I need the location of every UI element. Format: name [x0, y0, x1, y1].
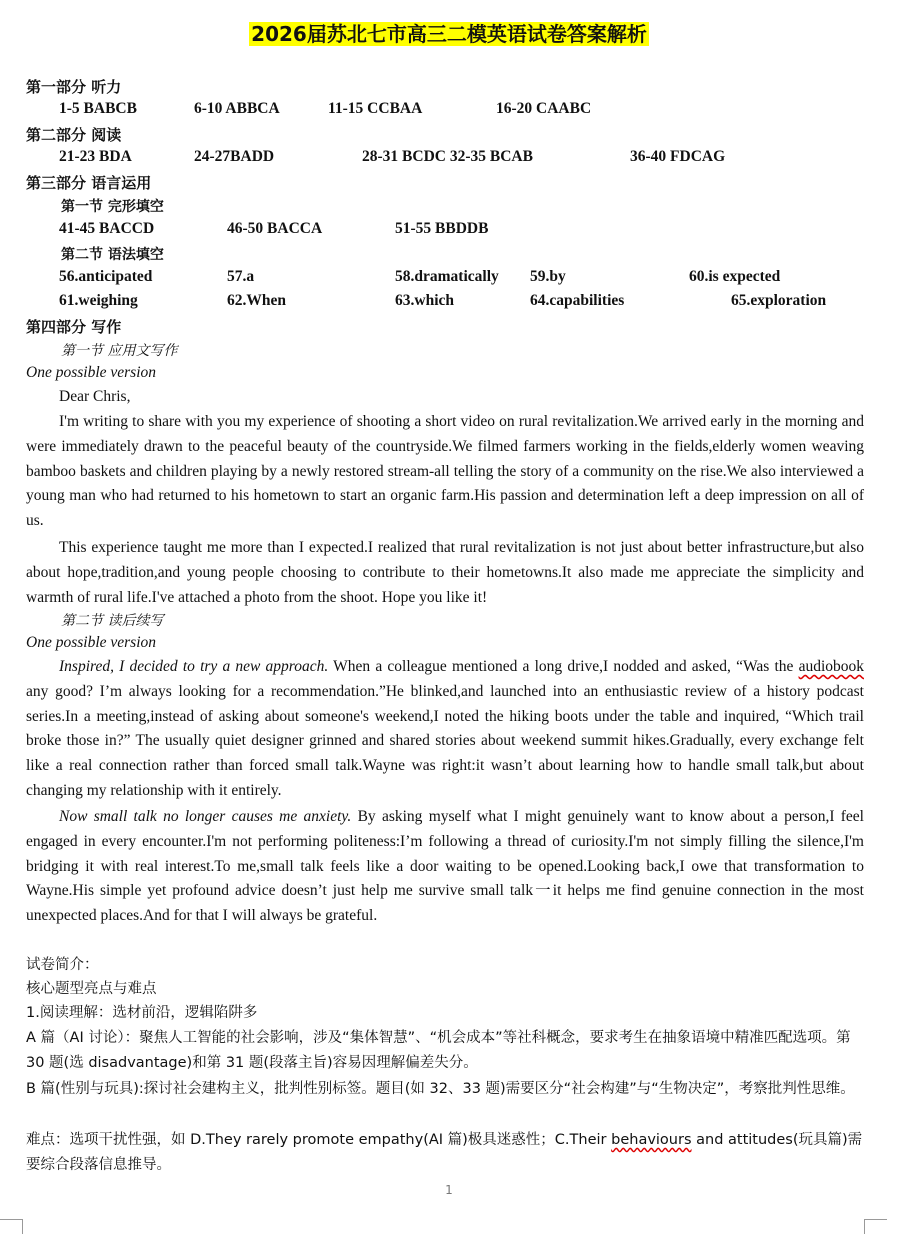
page-corner-mark-right [864, 1219, 887, 1234]
part2-answer-1: 21-23 BDA [59, 148, 132, 165]
cloze-answer-2: 46-50 BACCA [227, 220, 323, 237]
part2-answer-4: 36-40 FDCAG [630, 148, 726, 165]
grammar-answer-56: 56.anticipated [59, 268, 153, 285]
part3-section2-heading: 第二节 语法填空 [61, 247, 164, 263]
part2-answer-3: 28-31 BCDC 32-35 BCAB [362, 148, 533, 165]
part2-heading: 第二部分 阅读 [26, 126, 122, 144]
page-number: 1 [445, 1183, 453, 1197]
spellcheck-word: audiobook [798, 658, 864, 675]
grammar-answer-58: 58.dramatically [395, 268, 499, 285]
grammar-answer-61: 61.weighing [59, 292, 138, 309]
part1-answer-4: 16-20 CAABC [496, 100, 592, 117]
grammar-answer-59: 59.by [530, 268, 566, 285]
part4-section1-heading: 第一节 应用文写作 [61, 343, 178, 359]
letter-paragraph-1: I'm writing to share with you my experience of shooting a short video on rural revitalization.We arrived early in the morning and were immediately drawn to the peaceful beauty of the countryside.We filmed farmers working in the fields,elderly women weaving bamboo baskets and children playing by a newly restored stream-all telling the story of a community on the rise.We also interviewed a young man who had returned to his hometown to start an organic farm.His passion and determination left a deep impression on all of us. [26, 413, 864, 530]
continuation-paragraph-2 [26, 805, 864, 929]
cloze-answer-3: 51-55 BBDDB [395, 220, 489, 237]
paragraph-1-text-b: any good? I’m always looking for a recommendation.”He blinked,and launched into an enthusiastic review of a history podcast series.In a meeting,instead of asking about someone's weekend,I noted the hiking boots under the table and inquired, “Which trail broke those in?” The usually quiet designer grinned and shared stories about weekend summit hikes.Gradually, every exchange felt like a real connection rather than forced small talk.Wayne was right:it wasn’t about learning how to handle small talk,but about changing my relationship with it entirely. [26, 682, 864, 799]
difficulty-text-b: and attitudes(玩具篇)需要综合段落信息推导。 [26, 1132, 863, 1173]
grammar-answer-62: 62.When [227, 292, 286, 309]
part1-answer-2: 6-10 ABBCA [194, 100, 280, 117]
part3-heading: 第三部分 语言运用 [26, 174, 152, 192]
part3-section1-heading: 第一节 完形填空 [61, 199, 164, 215]
part2-answer-2: 24-27BADD [194, 148, 275, 165]
grammar-answer-63: 63.which [395, 292, 454, 309]
version-label-2: One possible version [26, 634, 157, 651]
paragraph-2-lead-sentence: Now small talk no longer causes me anxiety. [59, 808, 352, 825]
part4-heading: 第四部分 写作 [26, 318, 122, 336]
spellcheck-word-2: behaviours [611, 1132, 692, 1148]
intro-passage-b: B 篇(性别与玩具):探讨社会建构主义，批判性别标签。题目(如 32、33 题)需要区分“社会构建”与“生物决定”，考察批判性思维。 [26, 1081, 855, 1097]
intro-item-1: 1.阅读理解：选材前沿，逻辑陷阱多 [26, 1005, 258, 1021]
paragraph-2-text: By asking myself what I might genuinely want to know about a person,I feel engaged in every encounter.I'm not performing politeness:I’m following a thread of curiosity.I'm not simply filling the silence,I'm bridging it with real interest.To me,small talk feels like a door waiting to be opened.Looking back,I owe that transformation to Wayne.His simple yet profound advice doesn’t just help me survive small talk一it helps me find genuine connection in the most unexpected places.And for that I will always be grateful. [26, 808, 864, 925]
letter-salutation: Dear Chris, [59, 388, 131, 405]
paragraph-1-text-a: When a colleague mentioned a long drive,I nodded and asked, “Was the [328, 658, 799, 675]
intro-heading: 试卷简介： [26, 957, 99, 973]
part1-answer-1: 1-5 BABCB [59, 100, 137, 117]
document-title [0, 18, 898, 47]
grammar-answer-57: 57.a [227, 268, 255, 285]
intro-passage-a: A 篇（AI 讨论）：聚焦人工智能的社会影响，涉及“集体智慧”、“机会成本”等社科概念，要求考生在抽象语境中精准匹配选项。第 30 题(选 disadvantage)和第 31 题(段落主旨)容易因理解偏差失分。 [26, 1030, 851, 1071]
grammar-answer-60: 60.is expected [689, 268, 781, 285]
version-label-1: One possible version [26, 364, 157, 381]
title-text: 2026届苏北七市高三二模英语试卷答案解析 [251, 22, 647, 46]
part4-section2-heading: 第二节 读后续写 [61, 613, 164, 629]
cloze-answer-1: 41-45 BACCD [59, 220, 155, 237]
paragraph-1-lead-sentence: Inspired, I decided to try a new approach. [59, 658, 329, 675]
grammar-answer-65: 65.exploration [731, 292, 827, 309]
continuation-paragraph-1 [26, 655, 864, 804]
intro-difficulty [26, 1128, 866, 1178]
intro-subheading: 核心题型亮点与难点 [26, 981, 157, 997]
page-corner-mark-left [0, 1219, 23, 1234]
letter-paragraph-2: This experience taught me more than I expected.I realized that rural revitalization is not just about better infrastructure,but also about hope,tradition,and young people choosing to contribute to their hometowns.It also made me appreciate the simplicity and warmth of rural life.I've attached a photo from the shoot. Hope you like it! [26, 539, 864, 606]
grammar-answer-64: 64.capabilities [530, 292, 625, 309]
part1-heading: 第一部分 听力 [26, 78, 122, 96]
difficulty-text-a: 难点：选项干扰性强，如 D.They rarely promote empathy(AI 篇)极具迷惑性；C.Their [26, 1132, 612, 1148]
part1-answer-3: 11-15 CCBAA [328, 100, 423, 117]
